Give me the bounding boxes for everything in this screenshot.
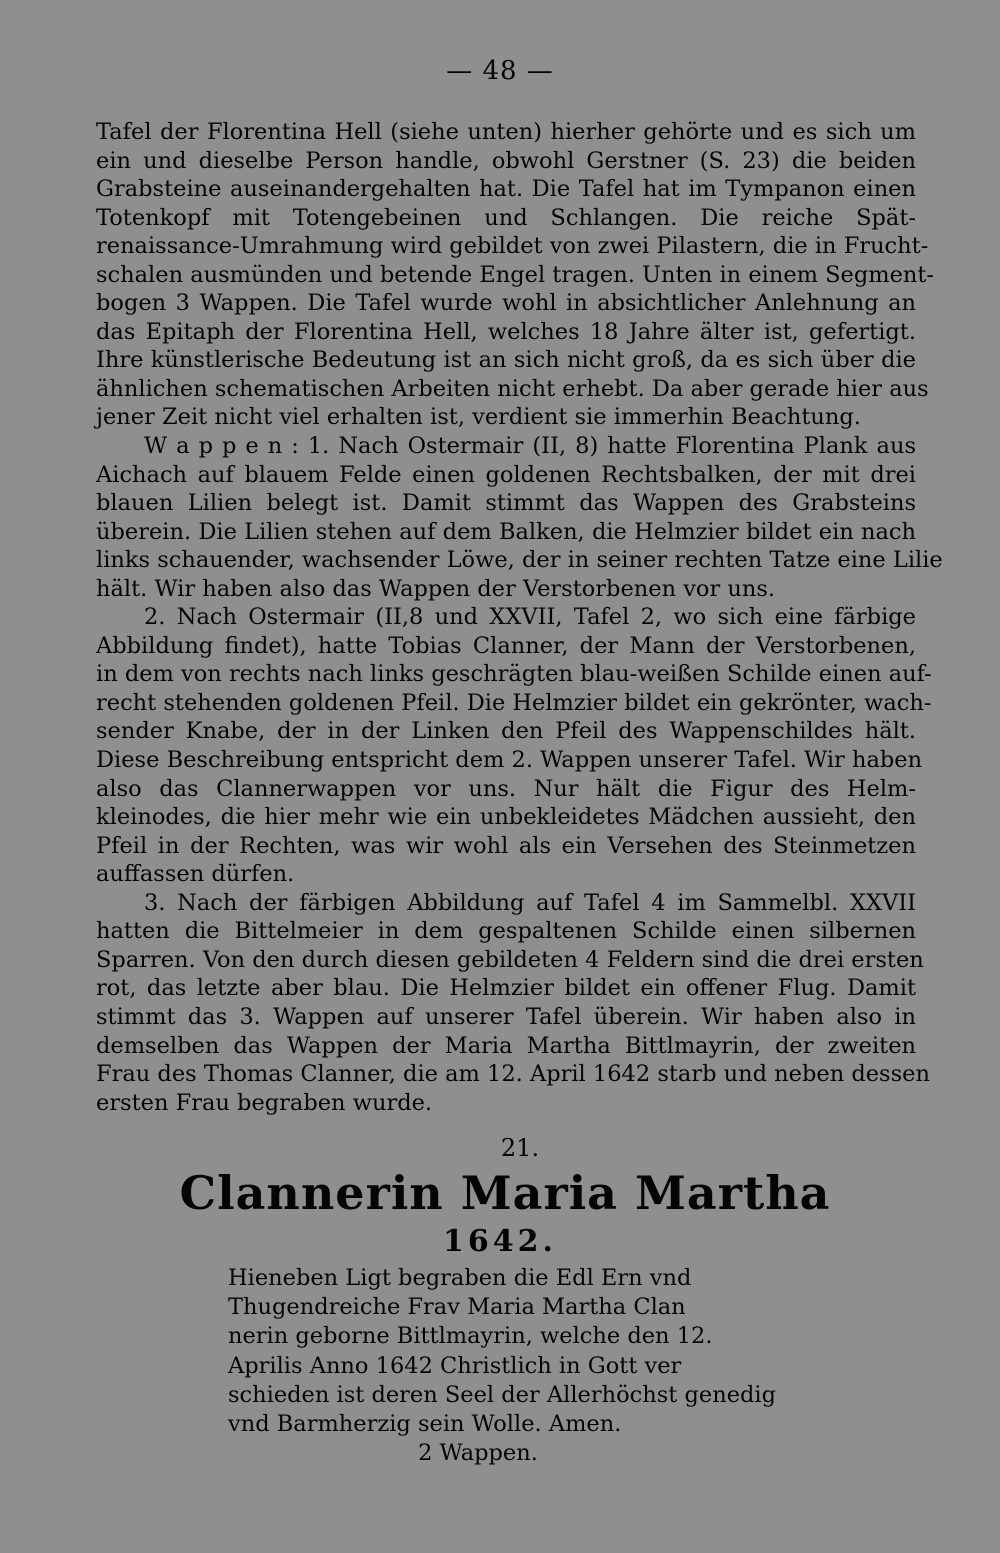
text-line: hält. Wir haben also das Wappen der Verstorbenen vor uns. [96,575,776,602]
inscription-line: nerin geborne Bittlmayrin, welche den 12. [228,1323,713,1350]
text-line: Aichach auf blauem Felde einen goldenen Rechtsbalken, der mit drei [96,461,916,488]
text-line: Pfeil in der Rechten, was wir wohl als ein Versehen des Steinmetzen [96,832,916,859]
text-line: kleinodes, die hier mehr wie ein unbekleidetes Mädchen aussieht, den [96,804,916,831]
text-line: Tafel der Florentina Hell (siehe unten) hierher gehörte und es sich um [96,119,916,145]
text-line: auffassen dürfen. [96,861,295,888]
text-line: Abbildung findet), hatte Tobias Clanner, der Mann der Verstorbenen, [96,632,916,659]
text-line: Diese Beschreibung entspricht dem 2. Wappen unserer Tafel. Wir haben [96,747,923,774]
text-line: renaissance-Umrahmung wird gebildet von zwei Pilastern, die in Frucht- [96,233,929,260]
text-line: 3. Nach der färbigen Abbildung auf Tafel 4 im Sammelbl. XXVII [144,889,916,916]
text-line: rot, das letzte aber blau. Die Helmzier bildet ein offener Flug. Damit [96,975,916,1002]
text-line: ersten Frau begraben wurde. [96,1089,433,1116]
text-line: hatten die Bittelmeier in dem gespaltenen Schilde einen silbernen [96,918,916,945]
body-text [96,118,943,1117]
text-line: ähnlichen schematischen Arbeiten nicht erhebt. Da aber gerade hier aus [96,375,929,402]
text-line: links schauender, wachsender Löwe, der in seiner rechten Tatze eine Lilie [96,547,943,574]
text-line: sender Knabe, der in der Linken den Pfeil des Wappenschildes hält. [96,718,916,745]
text-line: also das Clannerwappen vor uns. Nur hält die Figur des Helm- [96,775,916,802]
text-line: Grabsteine auseinandergehalten hat. Die Tafel hat im Tympanon einen [96,176,916,203]
page-number: — 48 — [446,56,554,86]
inscription-line: Aprilis Anno 1642 Christlich in Gott ver [228,1352,682,1379]
text-line: schalen ausmünden und betende Engel tragen. Unten in einem Segment- [96,261,935,288]
text-line: Frau des Thomas Clanner, die am 12. April 1642 starb und neben dessen [96,1061,930,1088]
inscription-text [228,1264,788,1468]
text-line: das Epitaph der Florentina Hell, welches 18 Jahre älter ist, gefertigt. [96,318,916,345]
text-line: W a p p e n : 1. Nach Ostermair (II, 8) hatte Florentina Plank aus [144,433,916,460]
text-line: bogen 3 Wappen. Die Tafel wurde wohl in absichtlicher Anlehnung an [96,290,916,317]
inscription-line: vnd Barmherzig sein Wolle. Amen. [228,1410,622,1437]
text-line: stimmt das 3. Wappen auf unserer Tafel überein. Wir haben also in [96,1003,916,1030]
text-line: Ihre künstlerische Bedeutung ist an sich nicht groß, da es sich über die [96,347,916,374]
inscription-line: Hieneben Ligt begraben die Edl Ern vnd [228,1265,692,1291]
section-year: 1642. [443,1224,557,1259]
text-line: überein. Die Lilien stehen auf dem Balken, die Helmzier bildet ein nach [96,518,916,545]
text-line: Totenkopf mit Totengebeinen und Schlangen. Die reiche Spät- [96,204,916,231]
text-line: in dem von rechts nach links geschrägten blau-weißen Schilde einen auf- [96,661,932,688]
text-line: ein und dieselbe Person handle, obwohl Gerstner (S. 23) die beiden [96,147,916,174]
text-line: 2. Nach Ostermair (II,8 und XXVII, Tafel 2, wo sich eine färbige [144,604,916,631]
section-title: Clannerin Maria Martha [179,1166,831,1220]
text-line: jener Zeit nicht viel erhalten ist, verdient sie immerhin Beachtung. [96,404,861,431]
text-line: Sparren. Von den durch diesen gebildeten 4 Feldern sind die drei ersten [96,946,924,973]
text-line: blauen Lilien belegt ist. Damit stimmt das Wappen des Grabsteins [96,490,916,517]
inscription-line: schieden ist deren Seel der Allerhöchst genedig [228,1381,777,1408]
text-line: demselben das Wappen der Maria Martha Bittlmayrin, der zweiten [96,1032,916,1059]
section-number: 21. [500,1134,540,1162]
inscription-footer: 2 Wappen. [418,1440,538,1467]
text-line: recht stehenden goldenen Pfeil. Die Helmzier bildet ein gekrönter, wach- [96,689,932,716]
inscription-line: Thugendreiche Frav Maria Martha Clan [228,1294,686,1321]
